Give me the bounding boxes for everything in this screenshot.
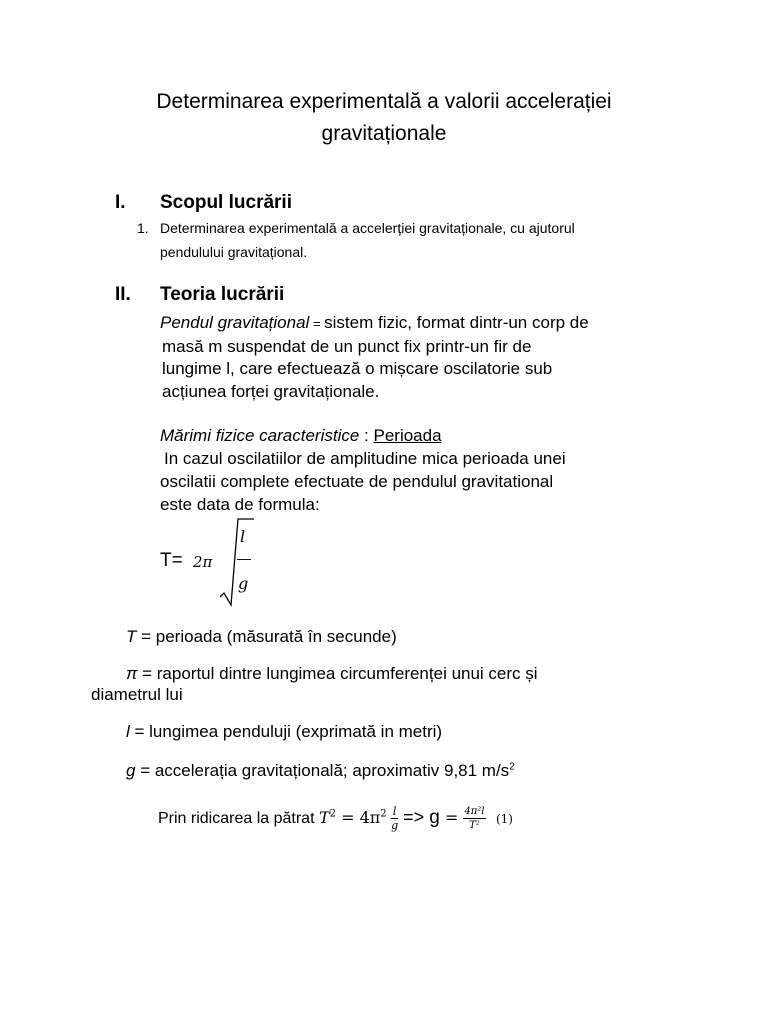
definition-equals: =: [309, 316, 325, 331]
section-1-item-line-2: pendulului gravitațional.: [160, 244, 308, 260]
definition-T-text: = perioada (măsurată în secunde): [136, 627, 397, 646]
formula-lhs: T=: [160, 550, 183, 571]
section-2-heading: Teoria lucrării: [160, 284, 285, 305]
derivation-line: [158, 800, 513, 840]
definition-l: [126, 720, 442, 744]
definition-text-1: sistem fizic, format dintr-un corp de: [324, 313, 589, 332]
quantities-label: Mărimi fizice caracteristice: [160, 426, 360, 445]
definition-line-4: acțiunea forței gravitaționale.: [162, 382, 380, 401]
section-1-numeral: I.: [115, 192, 126, 213]
derivation-fraction-2-numerator: 4π²l: [464, 806, 485, 818]
section-2-numeral: II.: [115, 284, 131, 305]
derivation-fraction-1-denominator: g: [391, 819, 399, 833]
definition-line-3: lungime l, care efectuează o mișcare oscilatorie sub: [162, 359, 553, 378]
derivation-pi-exponent: 2: [380, 808, 387, 820]
derivation-prefix: Prin ridicarea la pătrat: [158, 810, 319, 827]
period-line-3: este data de formula:: [160, 495, 320, 514]
period-line-1: In cazul oscilatiilor de amplitudine mica perioada unei: [164, 449, 566, 468]
derivation-g: g: [429, 807, 440, 828]
symbol-l: l: [126, 722, 130, 741]
period-line-2: oscilatii complete efectuate de pendulul gravitational: [160, 472, 554, 491]
definition-l-text: = lungimea penduluji (exprimată in metri): [129, 722, 443, 741]
derivation-T-exponent: 2: [329, 808, 337, 820]
derivation-fraction-2-denominator: T²: [469, 820, 480, 832]
definition-T: [126, 625, 397, 649]
definition-term: Pendul gravitațional: [160, 313, 310, 332]
definition-pi-text: = raportul dintre lungimea circumferenței unui cerc și: [137, 664, 538, 683]
page-title-line-2: gravitaționale: [321, 122, 447, 145]
symbol-g: g: [126, 761, 136, 780]
derivation-arrow: =>: [398, 807, 430, 827]
formula-denominator: g: [238, 574, 249, 593]
formula-numerator: l: [240, 527, 246, 546]
derivation-T: T: [318, 808, 330, 827]
definition-pi-text-2: diametrul lui: [91, 685, 183, 704]
symbol-T: T: [126, 627, 137, 646]
definition-g-superscript: 2: [509, 761, 515, 773]
definition-g-text: = accelerația gravitațională; aproximativ 9,81 m/s: [135, 761, 510, 780]
formula-coefficient: 2π: [193, 553, 213, 571]
definition-pi: [126, 662, 538, 686]
symbol-pi: π: [126, 664, 138, 683]
definition-g: [126, 759, 515, 783]
formula-fraction-bar: —: [237, 550, 251, 566]
quantities-separator: :: [359, 426, 374, 445]
equation-label: (1): [495, 812, 513, 826]
definition-line-2: masă m suspendat de un punct fix printr-un fir de: [162, 337, 532, 356]
derivation-fraction-1-numerator: l: [392, 805, 397, 819]
derivation-fraction-2: [463, 805, 485, 832]
section-1-heading: Scopul lucrării: [160, 192, 292, 213]
section-1-item-line-1: Determinarea experimentală a accelerției gravitaționale, cu ajutorul: [160, 220, 575, 236]
section-1-item-number: 1.: [137, 220, 149, 236]
page-title-line-1: Determinarea experimentală a valorii accelerației: [156, 90, 612, 113]
derivation-equals-1: = 4π: [336, 808, 381, 827]
definition-line-1: [160, 311, 589, 336]
quantities-line: [160, 424, 442, 448]
derivation-equals-2: =: [439, 808, 464, 827]
quantities-value: Perioada: [373, 426, 442, 445]
